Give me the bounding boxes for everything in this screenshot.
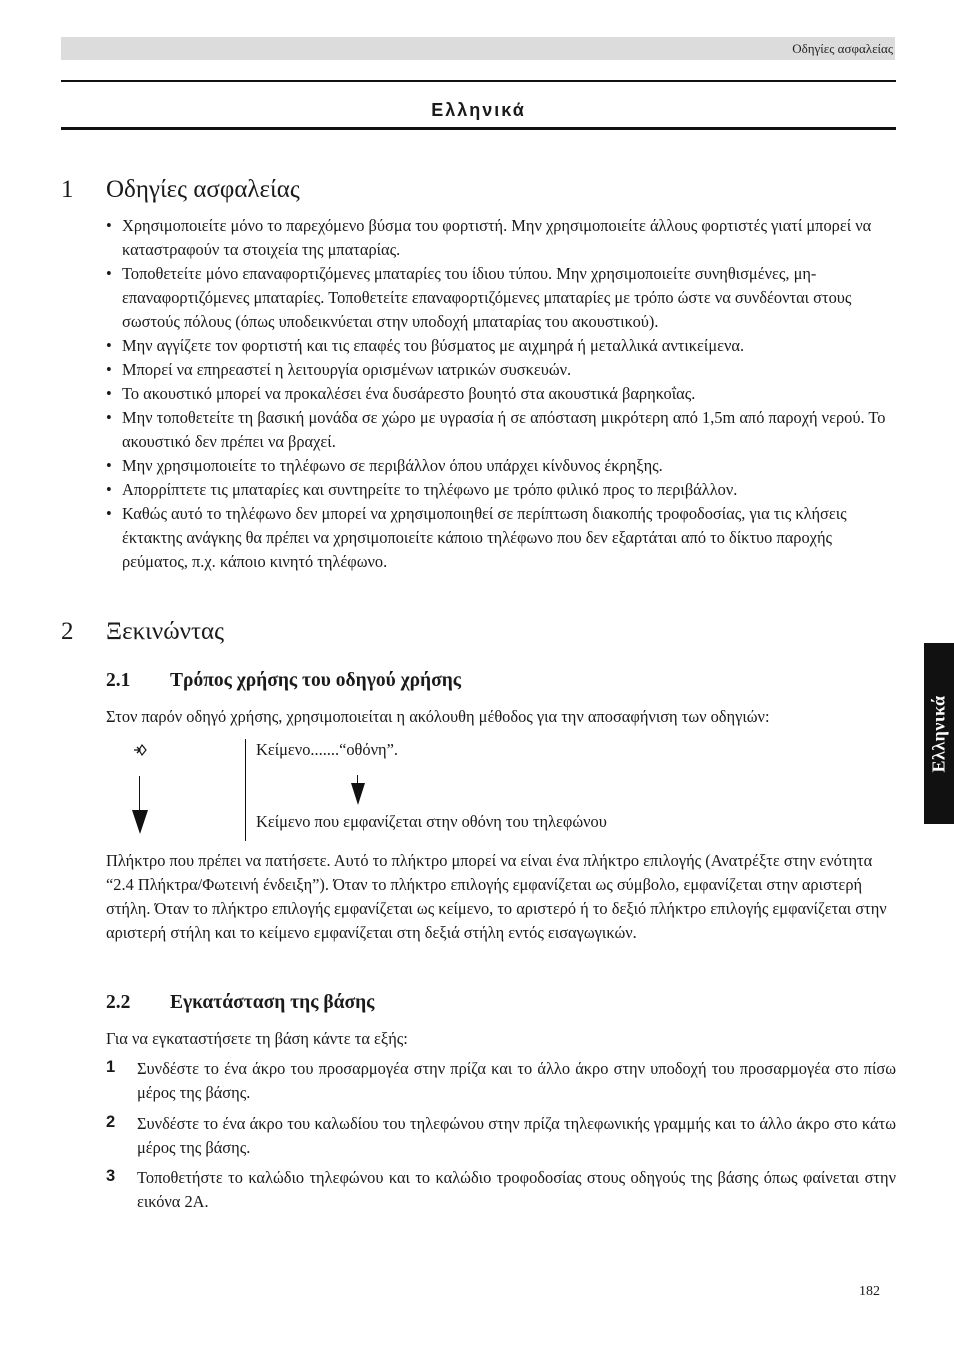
key-arrow-down-icon	[132, 810, 148, 834]
running-header-bar	[61, 37, 895, 60]
section-1-heading	[61, 176, 300, 204]
safety-bullet-list	[104, 214, 894, 574]
column-divider	[245, 739, 246, 841]
list-item: • Το ακουστικό μπορεί να προκαλέσει ένα δυσάρεστο βουητό στα ακουστικά βαρηκοΐας.	[104, 382, 894, 406]
list-item: • Χρησιμοποιείτε μόνο το παρεχόμενο βύσμα του φορτιστή. Μην χρησιμοποιείτε άλλους φορτιστές γιατί μπορεί να καταστραφούν τα στοιχεία της μπαταρίας.	[104, 214, 894, 262]
subsection-2-2-heading	[106, 992, 374, 1014]
list-item: • Μπορεί να επηρεαστεί η λειτουργία ορισμένων ιατρικών συσκευών.	[104, 358, 894, 382]
install-intro: Για να εγκαταστήσετε τη βάση κάντε τα εξής:	[106, 1029, 408, 1048]
list-item: • Απορρίπτετε τις μπαταρίες και συντηρείτε το τηλέφωνο με τρόπο φιλικό προς το περιβάλλον.	[104, 478, 894, 502]
list-item: • Μην χρησιμοποιείτε το τηλέφωνο σε περιβάλλον όπου υπάρχει κίνδυνος έκρηξης.	[104, 454, 894, 478]
subsection-2-2-title: Εγκατάσταση της βάσης	[170, 992, 375, 1013]
diagram-bottom-text: Κείμενο που εμφανίζεται στην οθόνη του τηλεφώνου	[256, 812, 607, 831]
key-arrow-line	[139, 776, 140, 812]
side-tab-label: Ελληνικά	[928, 694, 949, 773]
running-header-title: Οδηγίες ασφαλείας	[792, 41, 893, 56]
language-side-tab	[924, 643, 954, 824]
page-number: 182	[859, 1284, 880, 1299]
step-text: Συνδέστε το ένα άκρο του προσαρμογέα στην πρίζα και το άλλο άκρο στην υποδοχή του προσαρμογέα στο πίσω μέρος της βάσης.	[137, 1059, 896, 1102]
subsection-2-1-heading	[106, 670, 461, 692]
key-press-icon	[132, 742, 148, 763]
usage-explanation: Πλήκτρο που πρέπει να πατήσετε. Αυτό το πλήκτρο μπορεί να είναι ένα πλήκτρο επιλογής (Ανατρέξτε στην ενότητα “2.4 Πλήκτρα/Φωτεινή ένδειξη”). Όταν το πλήκτρο επιλογής εμφανίζεται ως σύμβολο, εμφανίζεται στην αριστερή στήλη. Όταν το πλήκτρο επιλογής εμφανίζεται ως κείμενο, το αριστερό ή το δεξιό πλήκτρο επιλογής εμφανίζεται στην αριστερή στήλη και το κείμενο εμφανίζεται στη δεξιά στήλη εντός εισαγωγικών.	[106, 851, 887, 942]
step-number: 3	[106, 1167, 116, 1185]
list-item: • Καθώς αυτό το τηλέφωνο δεν μπορεί να χρησιμοποιηθεί σε περίπτωση διακοπής τροφοδοσίας, για τις κλήσεις έκτακτης ανάγκης θα πρέπει να χρησιμοποιείτε κάποιο τηλέφωνο που δεν εξαρτάται από το δίκτυο παροχής ρεύματος, π.χ. κάποιο κινητό τηλέφωνο.	[104, 502, 894, 574]
section-2-heading	[61, 618, 224, 646]
section-2-number: 2	[61, 618, 74, 645]
section-2-title: Ξεκινώντας	[106, 618, 225, 645]
subsection-2-1-title: Τρόπος χρήσης του οδηγού χρήσης	[170, 670, 461, 691]
list-item: • Τοποθετείτε μόνο επαναφορτιζόμενες μπαταρίες του ίδιου τύπου. Μην χρησιμοποιείτε συνηθισμένες, μη-επαναφορτιζόμενες μπαταρίες. Τοποθετείτε επαναφορτιζόμενες μπαταρίες με τρόπο ώστε να συνδέονται στους σωστούς πόλους (όπως υποδεικνύεται στην υποδοχή μπαταρίας του ακουστικού).	[104, 262, 894, 334]
language-rule	[61, 127, 896, 130]
step-number: 1	[106, 1058, 116, 1076]
usage-intro: Στον παρόν οδηγό χρήσης, χρησιμοποιείται η ακόλουθη μέθοδος για την αποσαφήνιση των οδηγιών:	[106, 707, 770, 726]
list-item: • Μην τοποθετείτε τη βασική μονάδα σε χώρο με υγρασία ή σε απόσταση μικρότερη από 1,5m από παροχή νερού. Το ακουστικό δεν πρέπει να βραχεί.	[104, 406, 894, 454]
section-1-title: Οδηγίες ασφαλείας	[106, 176, 300, 203]
step-text: Τοποθετήστε το καλώδιο τηλεφώνου και το καλώδιο τροφοδοσίας στους οδηγούς της βάσης όπως φαίνεται στην εικόνα 2Α.	[137, 1168, 896, 1211]
step-text: Συνδέστε το ένα άκρο του καλωδίου του τηλεφώνου στην πρίζα τηλεφωνικής γραμμής και το άλλο άκρο στο κάτω μέρος της βάσης.	[137, 1114, 896, 1157]
section-1-number: 1	[61, 176, 74, 203]
diagram-top-text: Κείμενο.......“οθόνη”.	[256, 740, 398, 759]
subsection-2-1-number: 2.1	[106, 670, 131, 691]
subsection-2-2-number: 2.2	[106, 992, 131, 1013]
language-title: Ελληνικά	[431, 100, 526, 120]
step-number: 2	[106, 1113, 116, 1131]
top-rule	[61, 80, 896, 82]
screen-arrow-down-icon	[351, 783, 365, 805]
list-item: • Μην αγγίζετε τον φορτιστή και τις επαφές του βύσματος με αιχμηρά ή μεταλλικά αντικείμενα.	[104, 334, 894, 358]
